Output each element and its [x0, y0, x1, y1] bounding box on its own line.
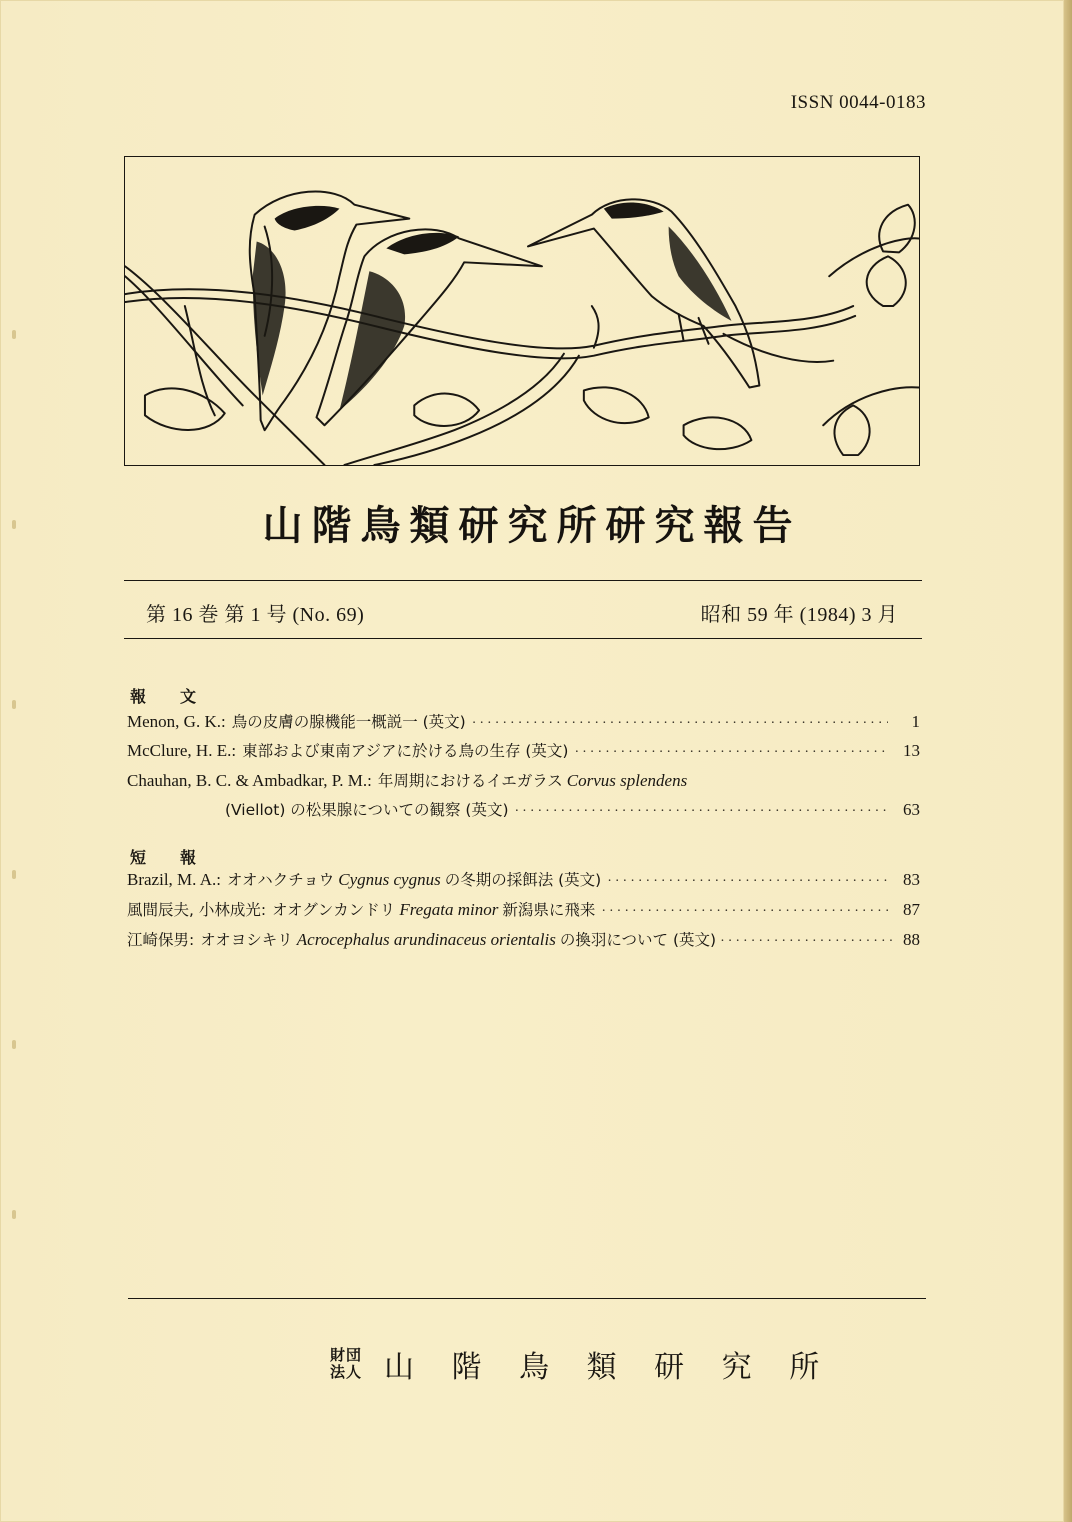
- toc-author: Brazil, M. A.:: [127, 870, 221, 889]
- toc-title: オオヨシキリ: [200, 931, 293, 949]
- toc-title-tail: の冬期の採餌法 (英文): [444, 871, 602, 889]
- toc-latin-name: Cygnus cygnus: [338, 870, 441, 889]
- divider-top: [124, 580, 922, 581]
- toc-title-tail: の換羽について (英文): [559, 931, 717, 949]
- leader-dots: [601, 904, 888, 920]
- toc-page: 13: [903, 741, 920, 760]
- journal-title: 山階鳥類研究所研究報告: [262, 503, 802, 549]
- section-heading-short-reports: 短 報: [130, 848, 206, 867]
- toc-title: オオハクチョウ: [226, 871, 335, 889]
- toc-author: 風間辰夫, 小林成光:: [127, 901, 267, 919]
- toc-page: 63: [903, 800, 920, 819]
- toc-title: 鳥の皮膚の腺機能一概説一 (英文): [231, 713, 466, 731]
- leader-dots: [607, 874, 888, 890]
- toc-author: Menon, G. K.:: [127, 712, 226, 731]
- toc-entry[interactable]: [127, 868, 920, 892]
- toc-entry[interactable]: [127, 739, 920, 763]
- toc-latin-name: Acrocephalus arundinaceus orientalis: [296, 930, 556, 949]
- toc-title: 年周期におけるイエガラス: [377, 772, 563, 790]
- section-heading-papers: 報 文: [130, 687, 206, 706]
- toc-author: 江崎保男:: [127, 931, 195, 949]
- page-edge: [1064, 0, 1072, 1522]
- leader-dots: [574, 745, 888, 761]
- leader-dots: [515, 804, 888, 820]
- toc-author: Chauhan, B. C. & Ambadkar, P. M.:: [127, 771, 372, 790]
- divider-footer: [128, 1298, 926, 1299]
- kingfisher-illustration: [124, 156, 920, 466]
- publisher-prefix: [330, 1347, 364, 1381]
- toc-entry[interactable]: [127, 928, 920, 952]
- toc-title: 東部および東南アジアに於ける鳥の生存 (英文): [242, 742, 569, 760]
- leader-dots: [472, 716, 888, 732]
- toc-title: オオグンカンドリ: [272, 901, 396, 919]
- toc-page: 88: [903, 930, 920, 949]
- toc-title: (Viellot) の松果腺についての観察 (英文): [225, 801, 509, 819]
- issue-date: 昭和 59 年 (1984) 3 月: [700, 604, 898, 626]
- divider-bottom: [124, 638, 922, 639]
- leader-dots: [720, 934, 892, 950]
- toc-entry[interactable]: [127, 898, 920, 922]
- toc-entry[interactable]: [127, 710, 920, 734]
- toc-page: 87: [903, 900, 920, 919]
- toc-author: McClure, H. E.:: [127, 741, 237, 760]
- toc-page: 83: [903, 870, 920, 889]
- publisher-prefix-line1: 財団: [330, 1346, 363, 1364]
- toc-page: 1: [911, 712, 920, 731]
- toc-entry[interactable]: [127, 769, 920, 793]
- issn-number: ISSN 0044-0183: [790, 92, 926, 113]
- publisher-block: [330, 1342, 833, 1386]
- toc-entry-continued[interactable]: [225, 798, 920, 822]
- publisher-name: 山 階 鳥 類 研 究 所: [384, 1350, 834, 1385]
- volume-number: 第 16 巻 第 1 号 (No. 69): [146, 604, 365, 626]
- toc-latin-name: Corvus splendens: [566, 771, 688, 790]
- publisher-prefix-line2: 法人: [330, 1363, 363, 1381]
- toc-latin-name: Fregata minor: [399, 900, 499, 919]
- toc-title-tail: 新潟県に飛来: [502, 901, 596, 919]
